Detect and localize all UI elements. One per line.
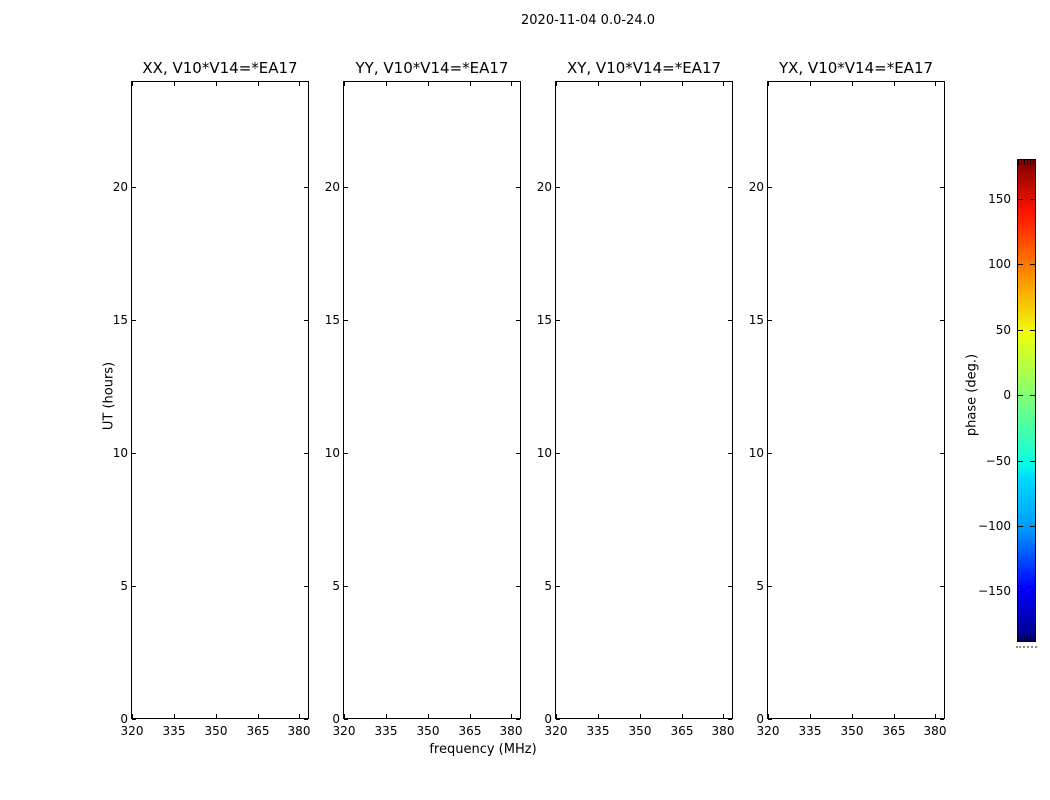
colorbar-tick-left <box>1018 526 1023 527</box>
x-tick-top <box>852 82 853 86</box>
x-tick-top <box>174 82 175 86</box>
colorbar-tick-right <box>1030 264 1035 265</box>
y-tick-right <box>516 453 520 454</box>
colorbar-tick-right <box>1030 199 1035 200</box>
y-tick-right <box>940 453 944 454</box>
colorbar-tick-left <box>1018 591 1023 592</box>
y-axis-label: UT (hours) <box>101 361 117 431</box>
colorbar-gradient <box>978 159 1036 642</box>
x-tick-top <box>299 82 300 86</box>
colorbar-end-hatch-bottom <box>1018 636 1035 641</box>
colorbar-tick-label: 100 <box>988 257 1011 271</box>
x-tick-label: 365 <box>458 724 482 738</box>
x-tick-bottom <box>299 714 300 718</box>
colorbar-tick-label: 0 <box>1003 388 1011 402</box>
x-tick-top <box>723 82 724 86</box>
y-tick-label: 20 <box>324 180 340 194</box>
x-tick-bottom <box>640 714 641 718</box>
y-tick-right <box>728 719 732 720</box>
subplot-xx <box>112 59 311 738</box>
x-tick-bottom <box>344 714 345 718</box>
x-tick-label: 335 <box>586 724 610 738</box>
y-tick-right <box>304 453 308 454</box>
y-tick-left <box>344 586 348 587</box>
colorbar-tick-left <box>1018 199 1023 200</box>
subplot-title-xx: XX, V10*V14=*EA17 <box>142 59 298 77</box>
x-tick-label: 320 <box>120 724 144 738</box>
x-tick-bottom <box>386 714 387 718</box>
x-tick-label: 350 <box>628 724 652 738</box>
x-tick-label: 335 <box>374 724 398 738</box>
y-tick-left <box>132 586 136 587</box>
colorbar-tick-label: −150 <box>978 584 1011 598</box>
y-tick-label: 0 <box>332 712 340 726</box>
y-tick-left <box>768 719 772 720</box>
x-tick-bottom <box>174 714 175 718</box>
y-tick-label: 10 <box>112 446 128 460</box>
x-tick-top <box>768 82 769 86</box>
colorbar-tick-right <box>1030 591 1035 592</box>
colorbar-end-hatch-top <box>1018 160 1035 165</box>
y-tick-left <box>556 719 560 720</box>
x-tick-label: 350 <box>416 724 440 738</box>
x-tick-bottom <box>768 714 769 718</box>
y-tick-label: 20 <box>536 180 552 194</box>
y-tick-right <box>304 320 308 321</box>
y-tick-right <box>728 453 732 454</box>
x-tick-top <box>556 82 557 86</box>
y-tick-right <box>304 586 308 587</box>
y-tick-label: 15 <box>324 313 340 327</box>
colorbar-tick-label: 150 <box>988 192 1011 206</box>
x-tick-bottom <box>470 714 471 718</box>
x-tick-top <box>810 82 811 86</box>
x-tick-bottom <box>852 714 853 718</box>
x-tick-label: 380 <box>923 724 947 738</box>
x-tick-label: 365 <box>882 724 906 738</box>
y-tick-left <box>344 719 348 720</box>
x-tick-label: 365 <box>246 724 270 738</box>
x-tick-top <box>598 82 599 86</box>
x-axis-label: frequency (MHz) <box>429 742 537 757</box>
y-tick-label: 15 <box>536 313 552 327</box>
x-tick-bottom <box>428 714 429 718</box>
x-tick-top <box>386 82 387 86</box>
y-tick-right <box>728 187 732 188</box>
y-tick-label: 0 <box>544 712 552 726</box>
y-tick-label: 5 <box>756 579 764 593</box>
colorbar-tick-label: 50 <box>995 323 1011 337</box>
x-tick-label: 350 <box>840 724 864 738</box>
y-tick-left <box>132 719 136 720</box>
y-tick-label: 10 <box>324 446 340 460</box>
y-tick-right <box>728 586 732 587</box>
y-tick-label: 20 <box>112 180 128 194</box>
colorbar-tick-left <box>1018 461 1023 462</box>
y-tick-left <box>344 320 348 321</box>
colorbar-tick-left <box>1018 264 1023 265</box>
y-tick-label: 0 <box>756 712 764 726</box>
x-tick-top <box>344 82 345 86</box>
y-tick-right <box>728 320 732 321</box>
y-tick-label: 15 <box>748 313 764 327</box>
y-tick-left <box>132 187 136 188</box>
y-tick-right <box>516 320 520 321</box>
x-tick-top <box>894 82 895 86</box>
x-tick-bottom <box>216 714 217 718</box>
x-tick-top <box>682 82 683 86</box>
colorbar-tick-left <box>1018 330 1023 331</box>
colorbar-tick-right <box>1030 526 1035 527</box>
y-tick-label: 10 <box>536 446 552 460</box>
x-tick-top <box>935 82 936 86</box>
subplot-title-xy: XY, V10*V14=*EA17 <box>566 59 722 77</box>
y-tick-right <box>940 586 944 587</box>
x-tick-bottom <box>132 714 133 718</box>
x-tick-bottom <box>723 714 724 718</box>
y-tick-label: 5 <box>332 579 340 593</box>
x-tick-bottom <box>894 714 895 718</box>
x-tick-bottom <box>935 714 936 718</box>
y-tick-left <box>132 320 136 321</box>
y-tick-label: 0 <box>120 712 128 726</box>
x-tick-bottom <box>258 714 259 718</box>
x-tick-top <box>258 82 259 86</box>
x-tick-bottom <box>598 714 599 718</box>
x-tick-label: 350 <box>204 724 228 738</box>
x-tick-label: 380 <box>287 724 311 738</box>
x-tick-top <box>428 82 429 86</box>
x-tick-label: 320 <box>332 724 356 738</box>
x-tick-label: 380 <box>499 724 523 738</box>
colorbar-tick-label: −50 <box>985 454 1011 468</box>
x-tick-label: 320 <box>544 724 568 738</box>
x-tick-bottom <box>682 714 683 718</box>
y-tick-left <box>768 187 772 188</box>
x-tick-label: 335 <box>798 724 822 738</box>
y-tick-right <box>516 187 520 188</box>
subplot-xy <box>536 59 735 738</box>
subplot-title-yy: YY, V10*V14=*EA17 <box>355 59 509 77</box>
y-tick-left <box>556 586 560 587</box>
y-tick-label: 20 <box>748 180 764 194</box>
colorbar-label: phase (deg.) <box>964 353 980 437</box>
y-tick-right <box>516 586 520 587</box>
colorbar-underline-dots <box>1016 646 1037 648</box>
y-tick-left <box>556 453 560 454</box>
x-tick-label: 380 <box>711 724 735 738</box>
x-tick-top <box>132 82 133 86</box>
figure-title: 2020-11-04 0.0-24.0 <box>521 13 655 28</box>
y-tick-right <box>304 719 308 720</box>
x-tick-label: 320 <box>756 724 780 738</box>
y-tick-left <box>556 320 560 321</box>
y-tick-left <box>556 187 560 188</box>
x-tick-bottom <box>511 714 512 718</box>
y-tick-left <box>768 586 772 587</box>
subplot-yy <box>324 59 523 738</box>
y-tick-right <box>940 719 944 720</box>
y-tick-label: 10 <box>748 446 764 460</box>
y-tick-right <box>304 187 308 188</box>
y-tick-right <box>940 320 944 321</box>
colorbar-tick-left <box>1018 395 1023 396</box>
y-tick-label: 15 <box>112 313 128 327</box>
y-tick-left <box>768 320 772 321</box>
x-tick-label: 335 <box>162 724 186 738</box>
x-tick-top <box>216 82 217 86</box>
y-tick-label: 5 <box>120 579 128 593</box>
y-tick-left <box>344 453 348 454</box>
y-tick-left <box>132 453 136 454</box>
colorbar-tick-right <box>1030 461 1035 462</box>
y-tick-left <box>768 453 772 454</box>
colorbar-tick-right <box>1030 395 1035 396</box>
x-tick-bottom <box>810 714 811 718</box>
y-tick-label: 5 <box>544 579 552 593</box>
x-tick-label: 365 <box>670 724 694 738</box>
colorbar-tick-right <box>1030 330 1035 331</box>
subplot-title-yx: YX, V10*V14=*EA17 <box>778 59 934 77</box>
x-tick-top <box>511 82 512 86</box>
x-tick-top <box>470 82 471 86</box>
x-tick-top <box>640 82 641 86</box>
y-tick-right <box>516 719 520 720</box>
colorbar-tick-label: −100 <box>978 519 1011 533</box>
subplot-yx <box>748 59 947 738</box>
y-tick-right <box>940 187 944 188</box>
y-tick-left <box>344 187 348 188</box>
x-tick-bottom <box>556 714 557 718</box>
